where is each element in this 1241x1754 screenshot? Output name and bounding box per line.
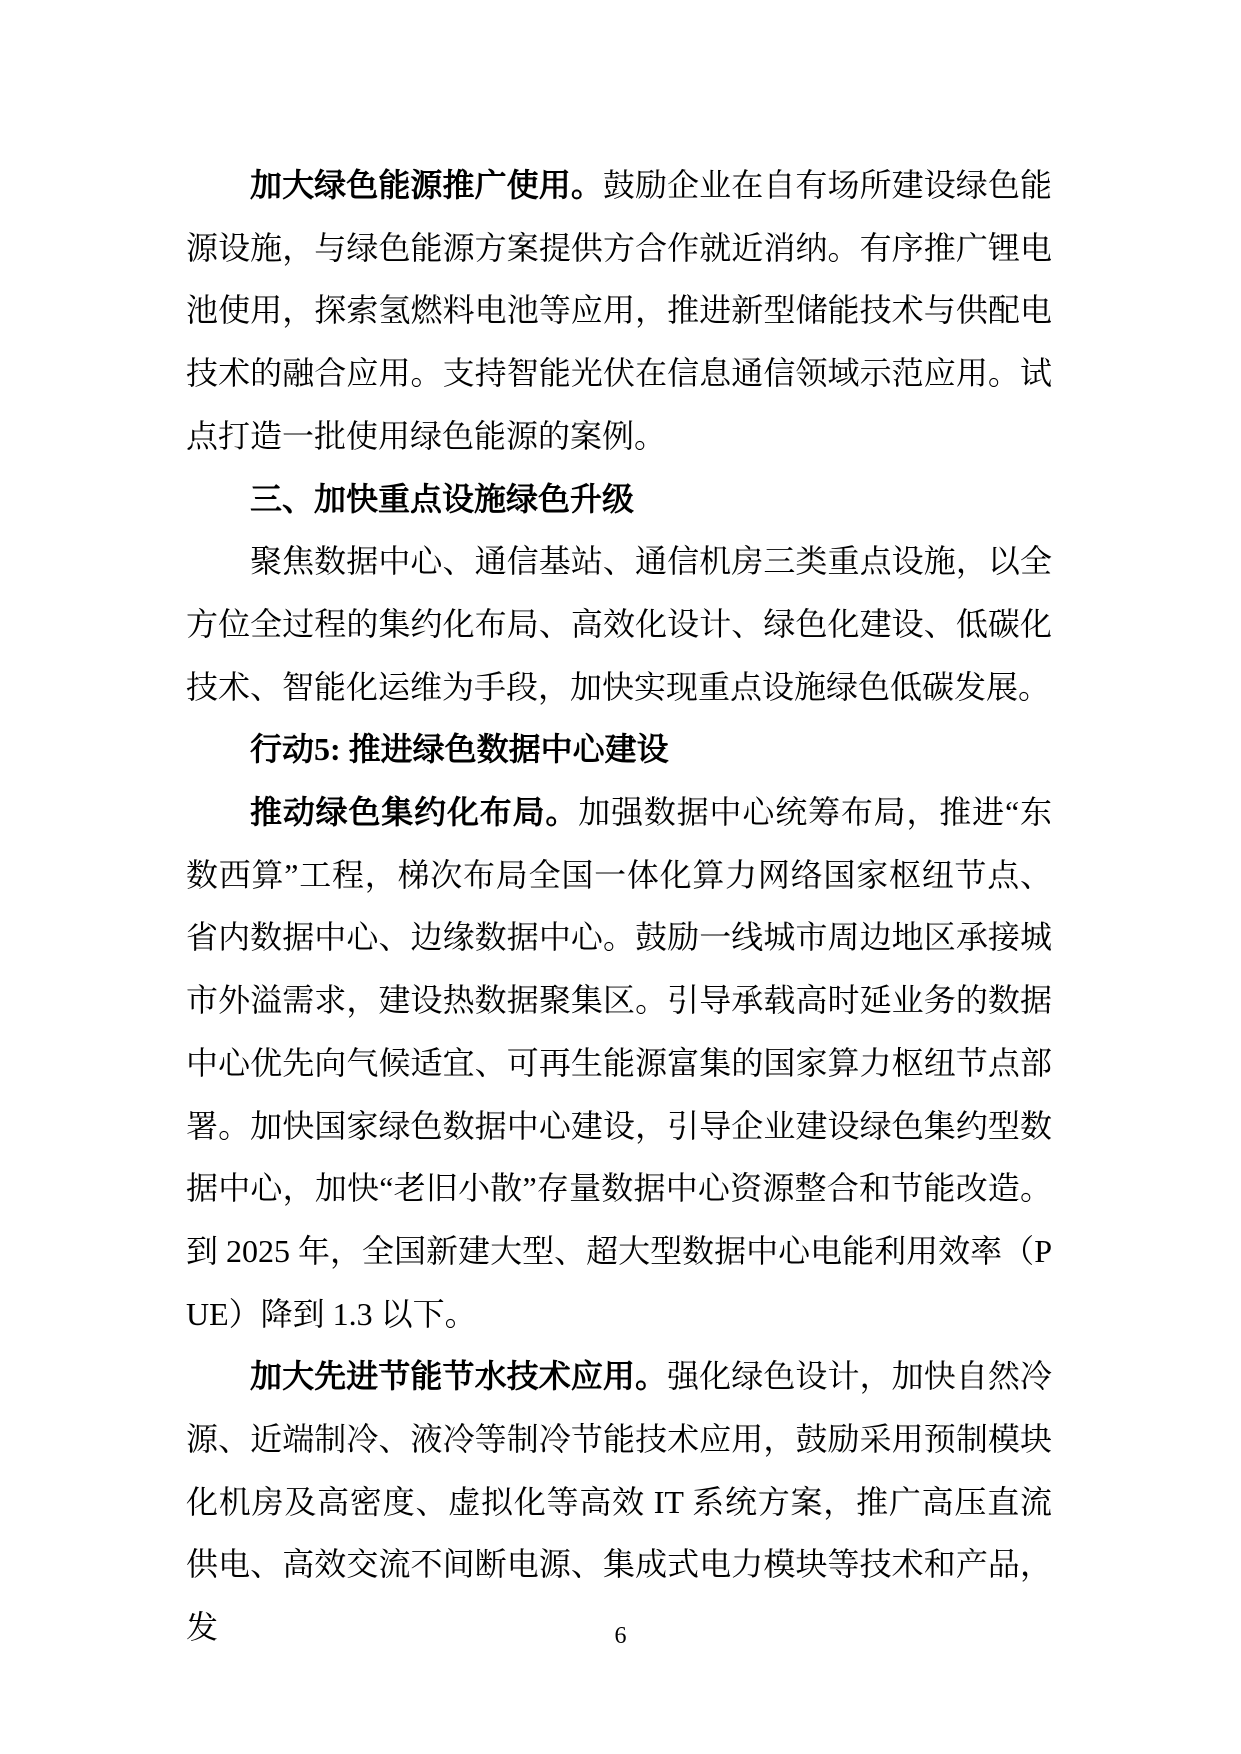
paragraph-text: 加强数据中心统筹布局，推进“东数西算”工程，梯次布局全国一体化算力网络国家枢纽节点、省内数据中心、边缘数据中心。鼓励一线城市周边地区承接城市外溢需求，建设热数据聚集区。引导承载高时延业务的数据中心优先向气候适宜、可再生能源富集的国家算力枢纽节点部署。加快国家绿色数据中心建设，引导企业建设绿色集约型数据中心，加快“老旧小散”存量数据中心资源整合和节能改造。到 2025 年，全国新建大型、超大型数据中心电能利用效率（PUE）降到 1.3 以下。	[186, 794, 1052, 1332]
paragraph-bold-lead: 加大先进节能节水技术应用。	[250, 1358, 668, 1395]
section-heading	[186, 718, 1052, 781]
paragraph	[186, 530, 1052, 718]
paragraph-bold-lead: 加大绿色能源推广使用。	[250, 167, 603, 203]
paragraph-text: 三、加快重点设施绿色升级	[250, 480, 635, 517]
paragraph	[186, 781, 1052, 1345]
document-body	[186, 154, 1052, 1659]
paragraph	[186, 154, 1052, 468]
paragraph-text: 强化绿色设计，加快自然冷源、近端制冷、液冷等制冷节能技术应用，鼓励采用预制模块化机房及高密度、虚拟化等高效 IT 系统方案，推广高压直流供电、高效交流不间断电源、集成式电力模块等技术和产品，发	[186, 1358, 1052, 1646]
paragraph-bold-lead: 推动绿色集约化布局。	[250, 794, 579, 831]
paragraph-text: 鼓励企业在自有场所建设绿色能源设施，与绿色能源方案提供方合作就近消纳。有序推广锂电池使用，探索氢燃料电池等应用，推进新型储能技术与供配电技术的融合应用。支持智能光伏在信息通信领域示范应用。试点打造一批使用绿色能源的案例。	[186, 167, 1052, 454]
page-number: 6	[614, 1623, 627, 1649]
section-heading	[186, 468, 1052, 531]
paragraph	[186, 1345, 1052, 1659]
paragraph-text: 聚焦数据中心、通信基站、通信机房三类重点设施，以全方位全过程的集约化布局、高效化设计、绿色化建设、低碳化技术、智能化运维为手段，加快实现重点设施绿色低碳发展。	[186, 543, 1052, 705]
paragraph-text: 行动5: 推进绿色数据中心建设	[250, 731, 669, 768]
